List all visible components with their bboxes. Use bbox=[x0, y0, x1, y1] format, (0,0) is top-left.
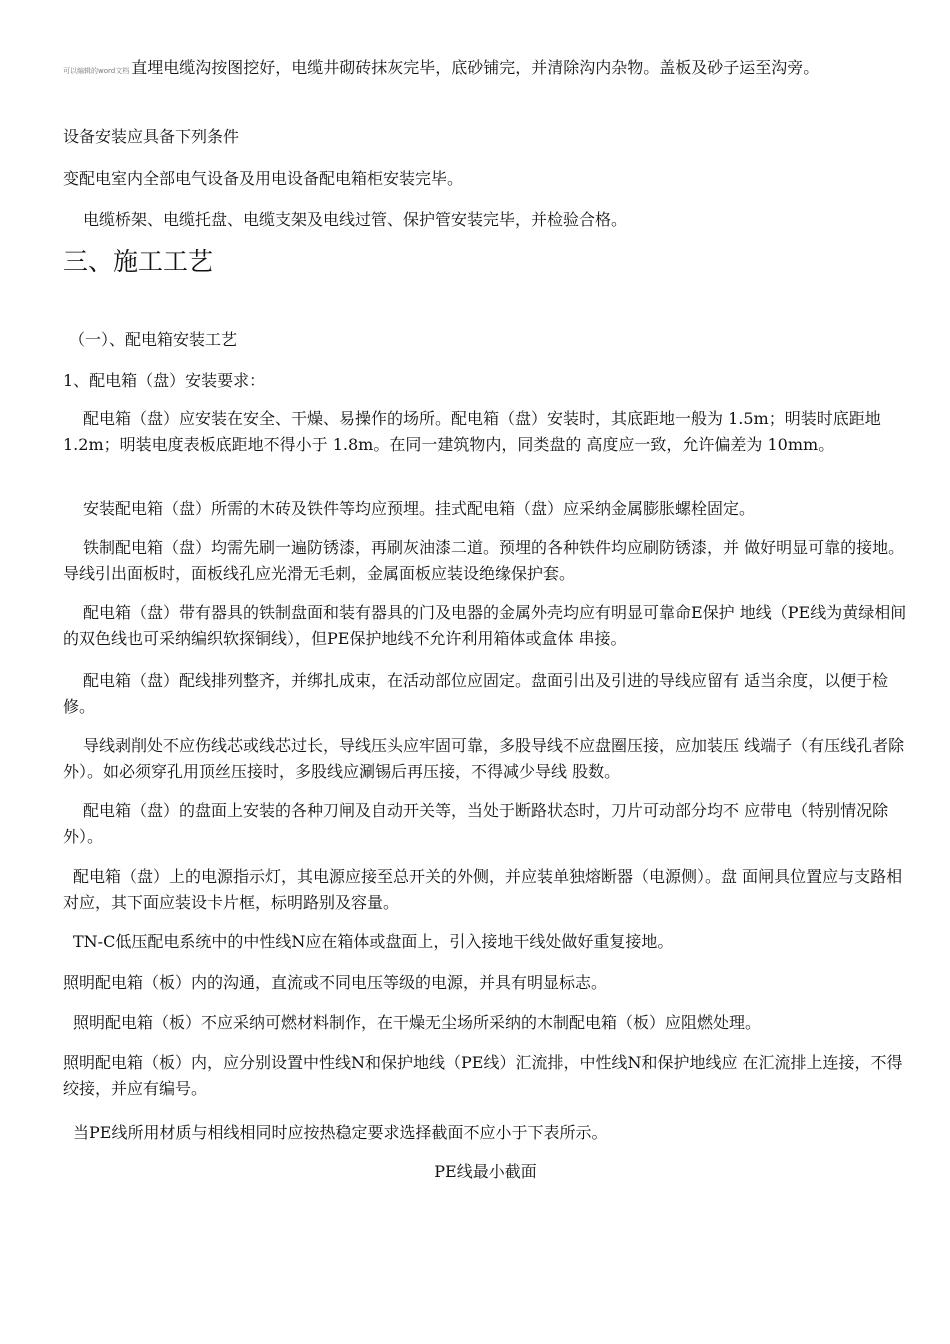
paragraph-box-location bbox=[63, 406, 908, 458]
paragraph-text: 导线剥削处不应伤线芯或线芯过长，导线压头应牢固可靠，多股导线不应盘圈压接，应加装压 线端子（有压线孔者除外）。如必须穿孔用顶丝压接时，多股线应涮锡后再压接，不得减少导线 股数。 bbox=[63, 736, 905, 781]
paragraph-rustproof bbox=[63, 535, 908, 587]
paragraph-wire-stripping bbox=[63, 733, 908, 785]
paragraph-text: 直埋电缆沟按图挖好，电缆井砌砖抹灰完毕，底砂铺完，并清除沟内杂物。盖板及砂子运至沟旁。 bbox=[131, 58, 820, 77]
paragraph-text: TN-C低压配电系统中的中性线N应在箱体或盘面上，引入接地干线处做好重复接地。 bbox=[73, 932, 674, 951]
paragraph-text: 安装配电箱（盘）所需的木砖及铁件等均应预埋。挂式配电箱（盘）应采纳金属膨胀螺栓固定。 bbox=[83, 499, 756, 518]
paragraph-text: 配电箱（盘）配线排列整齐，并绑扎成束，在活动部位应固定。盘面引出及引进的导线应留有 适当余度，以便于检修。 bbox=[63, 671, 889, 716]
paragraph-text: 当PE线所用材质与相线相同时应按热稳定要求选择截面不应小于下表所示。 bbox=[73, 1123, 608, 1142]
paragraph-pe-ground bbox=[63, 600, 908, 652]
paragraph-tnc-system bbox=[63, 929, 908, 955]
paragraph-text: 铁制配电箱（盘）均需先刷一遍防锈漆，再刷灰油漆二道。预埋的各种铁件均应刷防锈漆，并 做好明显可靠的接地。导线引出面板时，面板线孔应光滑无毛刺，金属面板应装设绝缘保护套。 bbox=[63, 538, 905, 583]
paragraph-text: 照明配电箱（板）内的沟通，直流或不同电压等级的电源，并具有明显标志。 bbox=[63, 973, 608, 992]
item-title: 1、配电箱（盘）安装要求： bbox=[63, 371, 266, 390]
paragraph-text: 变配电室内全部电气设备及用电设备配电箱柜安装完毕。 bbox=[63, 169, 464, 188]
paragraph-text: 配电箱（盘）的盘面上安装的各种刀闸及自动开关等，当处于断路状态时，刀片可动部分均不 应带电（特别情况除外）。 bbox=[63, 801, 889, 846]
paragraph-install-conditions bbox=[63, 124, 908, 150]
paragraph-wiring-arrangement bbox=[63, 668, 908, 720]
paragraph-switches bbox=[63, 798, 908, 850]
section-title: 三、施工工艺 bbox=[63, 247, 214, 276]
subsection-title: （一）、配电箱安装工艺 bbox=[69, 330, 238, 349]
paragraph-embedded-parts bbox=[63, 496, 908, 522]
paragraph-text: 照明配电箱（板）不应采纳可燃材料制作，在干燥无尘场所采纳的木制配电箱（板）应阻燃处理。 bbox=[73, 1013, 762, 1032]
item-heading bbox=[63, 368, 908, 394]
paragraph-substation-equipment bbox=[63, 166, 908, 192]
paragraph-lighting-power bbox=[63, 970, 908, 996]
paragraph-cable-tray bbox=[63, 207, 908, 233]
caption-text: PE线最小截面 bbox=[434, 1162, 537, 1181]
paragraph-text: 电缆桥架、电缆托盘、电缆支架及电线过管、保护管安装完毕，并检验合格。 bbox=[83, 210, 628, 229]
subsection-heading bbox=[63, 327, 908, 353]
paragraph-text: 配电箱（盘）上的电源指示灯，其电源应接至总开关的外侧，并应装单独熔断器（电源侧）。盘 面闸具位置应与支路相对应，其下面应装设卡片框，标明路别及容量。 bbox=[63, 867, 903, 912]
paragraph-trench-prep bbox=[63, 55, 908, 84]
section-heading bbox=[63, 245, 908, 279]
paragraph-pe-section bbox=[63, 1120, 908, 1146]
table-caption bbox=[63, 1159, 908, 1185]
watermark-label: 可以编辑的word文档 bbox=[63, 67, 130, 75]
paragraph-busbar bbox=[63, 1050, 908, 1102]
paragraph-indicator-light bbox=[63, 864, 908, 916]
paragraph-text: 设备安装应具备下列条件 bbox=[63, 127, 240, 146]
paragraph-text: 配电箱（盘）带有器具的铁制盘面和装有器具的门及电器的金属外壳均应有明显可靠命E保护 地线（PE线为黄绿相间的双色线也可采纳编织软探铜线），但PE保护地线不允许利用箱体或盒体 串接。 bbox=[63, 603, 907, 648]
paragraph-flame-retardant bbox=[63, 1010, 908, 1036]
paragraph-text: 配电箱（盘）应安装在安全、干燥、易操作的场所。配电箱（盘）安装时，其底距地一般为 1.5m；明装时底距地 1.2m；明装电度表板底距地不得小于 1.8m。在同一建筑物内，同类盘的 高度应一致，允许偏差为 10mm。 bbox=[63, 409, 881, 454]
paragraph-text: 照明配电箱（板）内，应分别设置中性线N和保护地线（PE线）汇流排，中性线N和保护地线应 在汇流排上连接，不得绞接，并应有编号。 bbox=[63, 1053, 903, 1098]
